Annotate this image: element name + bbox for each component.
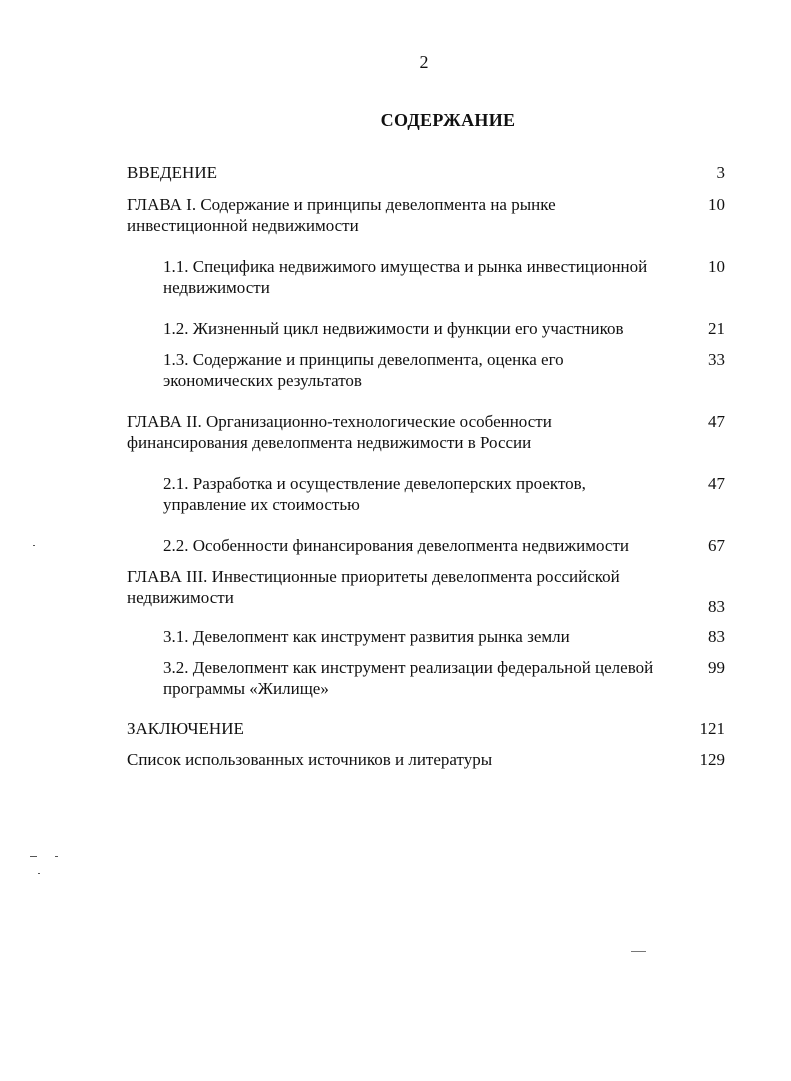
- toc-entry-text: 2.2. Особенности финансирования девелопмента недвижимости: [163, 536, 629, 555]
- toc-entry-page: 47: [708, 474, 725, 493]
- scan-speck: [30, 856, 37, 857]
- toc-entry-page: 10: [708, 195, 725, 214]
- toc-entry-text: 1.3. Содержание и принципы девелопмента, оценка его экономических результатов: [163, 350, 564, 390]
- scan-speck: [55, 856, 58, 857]
- toc-entry-page: 99: [708, 658, 725, 677]
- toc-entry-text: ЗАКЛЮЧЕНИЕ: [127, 719, 244, 738]
- toc-entry-page: 10: [708, 257, 725, 276]
- toc-entry-text: 2.1. Разработка и осуществление девелоперских проектов, управление их стоимостью: [163, 474, 586, 514]
- page-number: 2: [419, 52, 429, 72]
- toc-entry-text: 1.2. Жизненный цикл недвижимости и функции его участников: [163, 319, 624, 338]
- toc-entry-text: ГЛАВА III. Инвестиционные приоритеты девелопмента российской недвижимости: [127, 567, 620, 607]
- toc-entry-page: 129: [699, 750, 725, 769]
- toc-entry-text: 1.1. Специфика недвижимого имущества и рынка инвестиционной недвижимости: [163, 257, 648, 297]
- toc-entry-text: ВВЕДЕНИЕ: [127, 163, 217, 182]
- toc-entry-text: 3.2. Девелопмент как инструмент реализации федеральной целевой программы «Жилище»: [163, 658, 654, 698]
- toc-title: СОДЕРЖАНИЕ: [380, 110, 516, 130]
- toc-entry-text: ГЛАВА II. Организационно-технологические особенности финансирования девелопмента недвижимости в России: [127, 412, 552, 452]
- toc-entry-page: 33: [708, 350, 725, 369]
- scan-speck: [631, 951, 646, 952]
- scan-speck: [33, 545, 35, 546]
- toc-entry-page: 83: [708, 627, 725, 646]
- toc-entry-page: 83: [708, 597, 725, 616]
- toc-entry-text: 3.1. Девелопмент как инструмент развития рынка земли: [163, 627, 570, 646]
- toc-entry-page: 21: [708, 319, 725, 338]
- toc-entry-page: 67: [708, 536, 725, 555]
- scan-speck: [38, 873, 40, 874]
- toc-entry-page: 121: [699, 719, 725, 738]
- toc-entry-page: 3: [716, 163, 725, 182]
- toc-entry-page: 47: [708, 412, 725, 431]
- toc-entry-text: Список использованных источников и литературы: [127, 750, 493, 769]
- toc-entry-text: ГЛАВА I. Содержание и принципы девелопмента на рынке инвестиционной недвижимости: [127, 195, 556, 235]
